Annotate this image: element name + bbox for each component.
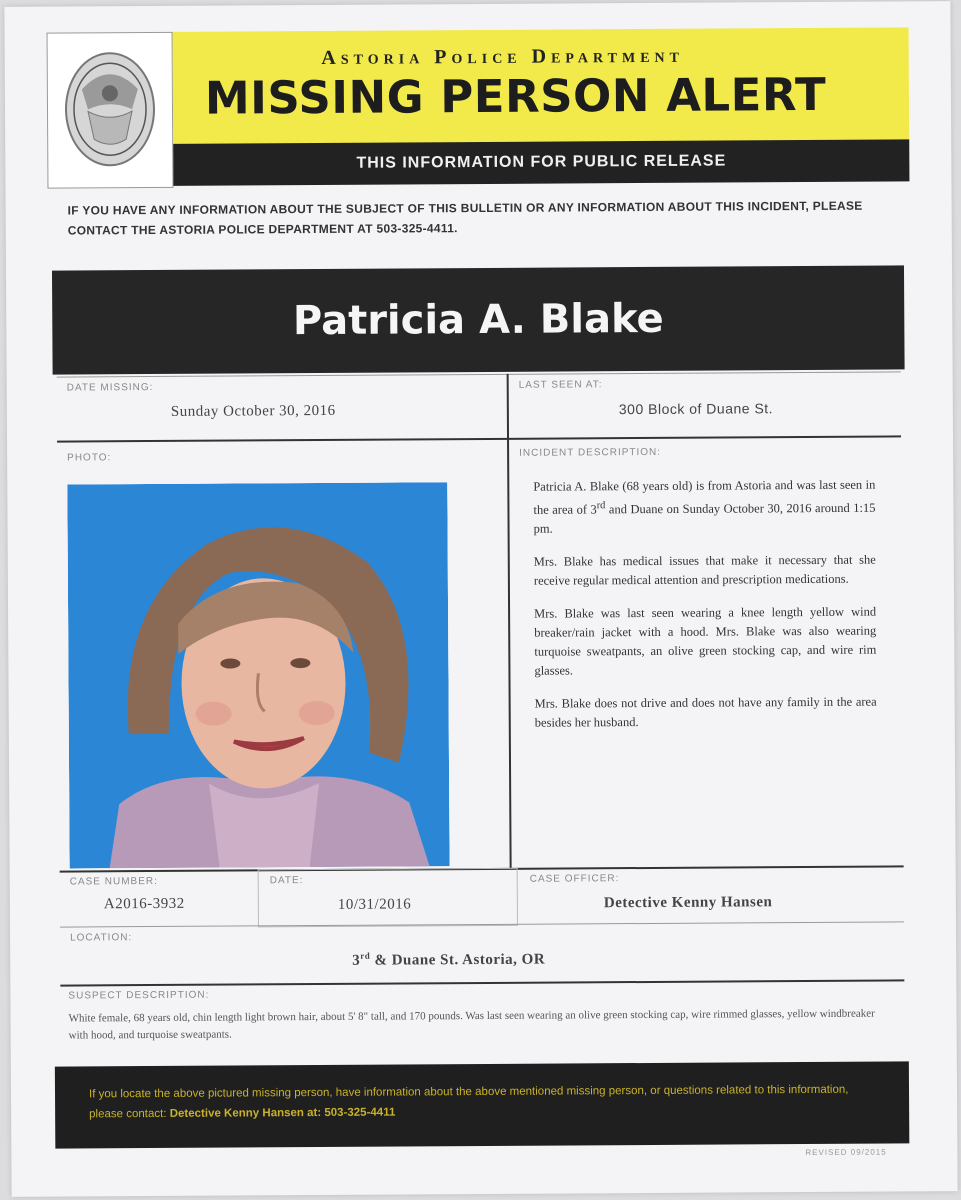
alert-title: MISSING PERSON ALERT — [204, 67, 827, 125]
title-banner — [173, 27, 910, 147]
police-seal — [47, 32, 174, 189]
location-value — [352, 950, 545, 970]
public-release-bar: THIS INFORMATION FOR PUBLIC RELEASE — [173, 139, 909, 185]
divider — [507, 374, 509, 440]
suspect-label: SUSPECT DESCRIPTION: — [68, 989, 210, 1002]
superscript: rd — [360, 950, 371, 961]
footer-contact-bar — [55, 1061, 909, 1148]
case-officer-value: Detective Kenny Hansen — [603, 894, 773, 912]
missing-person-flyer — [4, 1, 957, 1197]
person-name: Patricia A. Blake — [52, 265, 905, 374]
location-text: & Duane St. Astoria, OR — [370, 951, 546, 969]
location-label: LOCATION: — [70, 932, 133, 944]
incident-description — [533, 476, 877, 747]
case-officer-label: CASE OFFICER: — [529, 873, 620, 885]
footer-message: If you locate the above pictured missing person, have information about the above mentioned missing person, or questions related to this information, please contact: — [88, 1083, 849, 1121]
divider — [507, 440, 512, 868]
seal-icon — [62, 49, 159, 170]
incident-paragraph: Mrs. Blake does not drive and does not have any family in the area besides her husband. — [534, 694, 877, 730]
footer-text — [89, 1080, 879, 1125]
last-seen-label: LAST SEEN AT: — [518, 379, 603, 391]
date-label: DATE: — [269, 875, 304, 887]
department-name: Astoria Police Department — [321, 44, 685, 69]
incident-paragraph: Mrs. Blake has medical issues that make it necessary that she receive regular medical attention and prescription medications. — [533, 552, 876, 588]
photo-label: PHOTO: — [67, 452, 112, 464]
incident-text: Patricia A. Blake (68 years old) is from Astoria and was last seen in the area of 3 — [533, 477, 876, 517]
divider — [57, 435, 901, 442]
superscript: rd — [596, 500, 606, 512]
suspect-description: White female, 68 years old, chin length light brown hair, about 5' 8" tall, and 170 pounds. Was last seen wearing an olive green stocking cap, wire rimmed glasses, yellow windbreaker with hood, and turquoise sweatpants. — [68, 1007, 875, 1042]
incident-text: and Duane on Sunday October 30, 2016 around 1:15 pm. — [533, 500, 876, 536]
location-number: 3 — [352, 952, 361, 969]
last-seen-value: 300 Block of Duane St. — [618, 400, 774, 418]
date-missing-value: Sunday October 30, 2016 — [170, 402, 336, 420]
incident-paragraph: Mrs. Blake was last seen wearing a knee length yellow wind breaker/rain jacket with a hood. Mrs. Blake was also wearing turquoise sweatpants, an olive green stocking cap, and wire rim glasses. — [534, 604, 877, 678]
footer-contact: Detective Kenny Hansen at: 503-325-4411 — [169, 1106, 396, 1120]
case-number-label: CASE NUMBER: — [69, 875, 158, 888]
missing-person-photo — [67, 482, 449, 868]
date-missing-label: DATE MISSING: — [66, 381, 154, 394]
case-number-value: A2016-3932 — [103, 895, 185, 913]
contact-instructions: IF YOU HAVE ANY INFORMATION ABOUT THE SUBJECT OF THIS BULLETIN OR ANY INFORMATION ABOUT THIS INCIDENT, PLEASE CONTACT THE ASTORIA POLICE DEPARTMENT AT 503-325-4411. — [67, 198, 863, 238]
divider — [60, 979, 904, 986]
incident-paragraph — [533, 476, 875, 539]
date-value: 10/31/2016 — [337, 896, 412, 913]
incident-label: INCIDENT DESCRIPTION: — [519, 446, 662, 459]
revised-date: REVISED 09/2015 — [805, 1147, 887, 1158]
flyer-header — [47, 27, 910, 188]
